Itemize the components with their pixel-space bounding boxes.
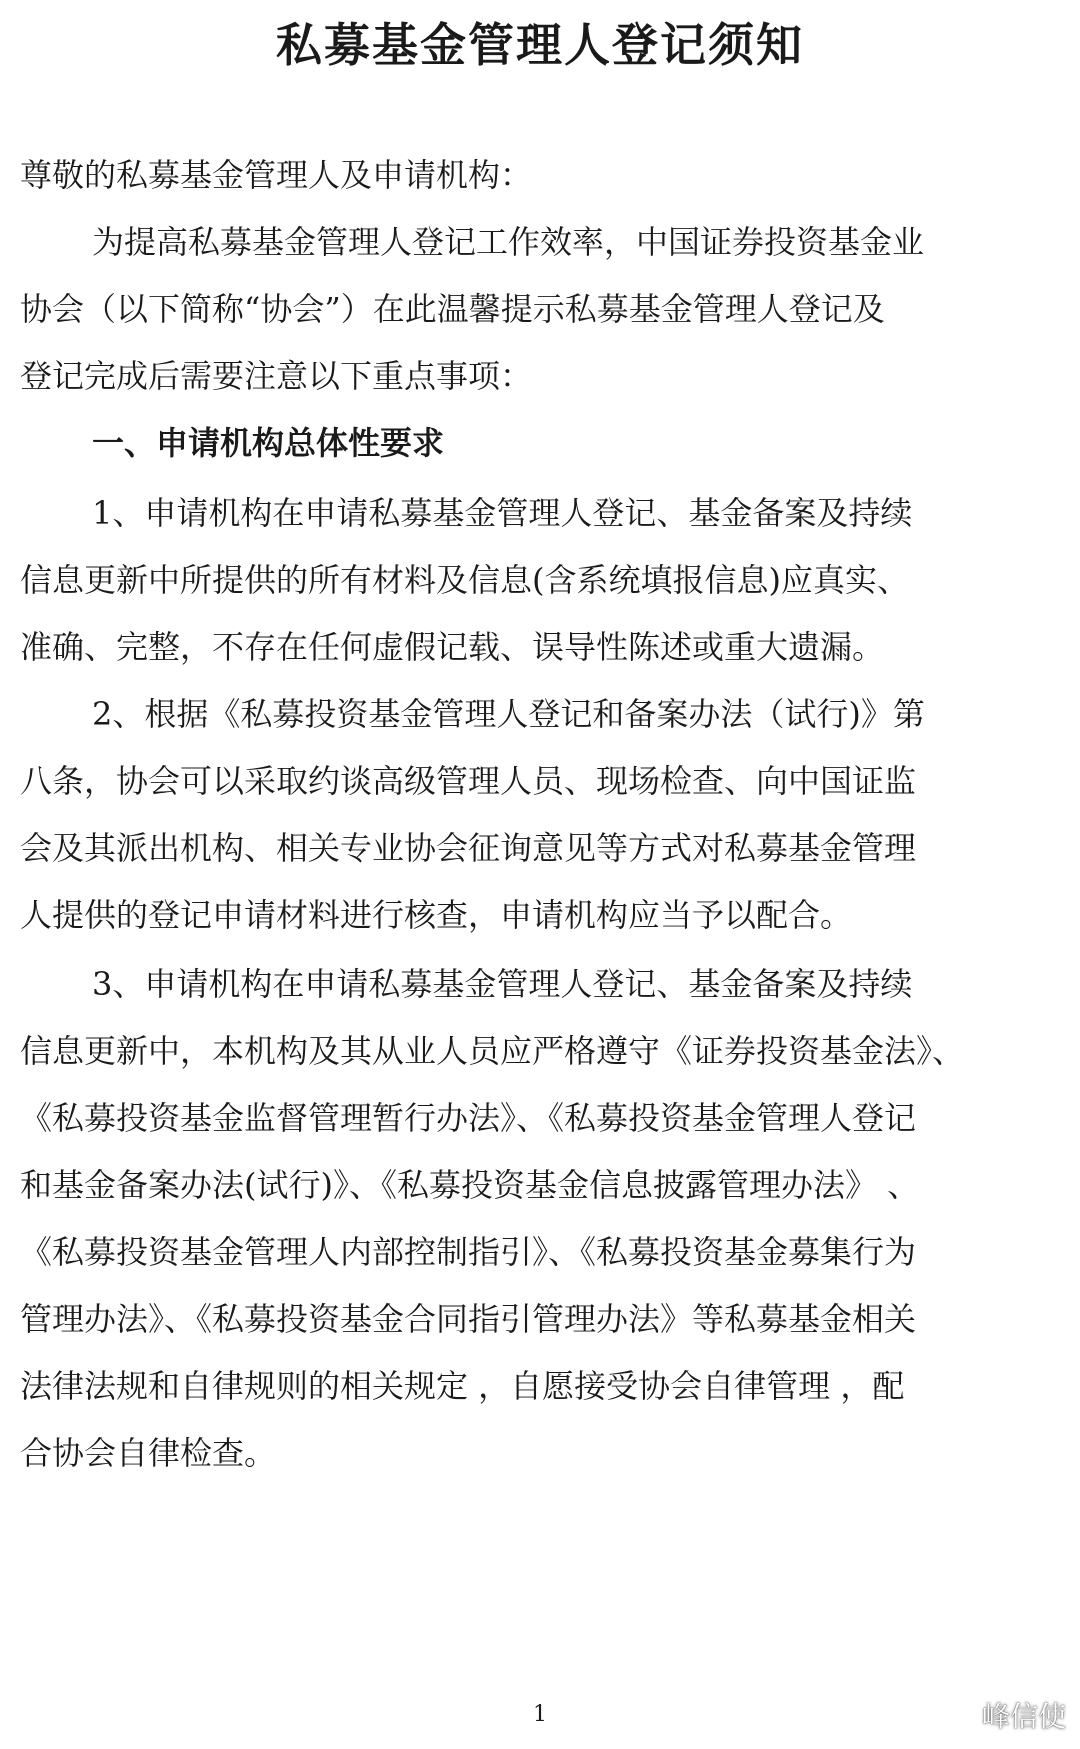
paragraph-line: 法律法规和自律规则的相关规定 ，自愿接受协会自律管理 ，配 (20, 1367, 905, 1405)
paragraph-line: 人提供的登记申请材料进行核查，申请机构应当予以配合。 (20, 896, 853, 934)
document-title: 私募基金管理人登记须知 (276, 18, 804, 72)
paragraph-line: 管理办法》、《私募投资基金合同指引管理办法》等私募基金相关 (20, 1300, 917, 1338)
watermark (934, 1695, 1066, 1735)
paragraph-line: 3、申请机构在申请私募基金管理人登记、基金备案及持续 (92, 965, 913, 1003)
paragraph-line: 1、申请机构在申请私募基金管理人登记、基金备案及持续 (92, 494, 913, 532)
paragraph-line: 《私募投资基金监督管理暂行办法》、《私募投资基金管理人登记 (20, 1099, 917, 1137)
paragraph-line: 登记完成后需要注意以下重点事项： (20, 357, 533, 395)
paragraph-line: 信息更新中所提供的所有材料及信息(含系统填报信息)应真实、 (20, 561, 909, 599)
section-heading: 一、申请机构总体性要求 (92, 424, 445, 462)
paragraph-line: 协会（以下简称“协会”）在此温馨提示私募基金管理人登记及 (20, 290, 885, 328)
paragraph-line: 信息更新中，本机构及其从业人员应严格遵守《证券投资基金法》、 (20, 1032, 965, 1070)
paragraph-line: 为提高私募基金管理人登记工作效率，中国证券投资基金业 (92, 223, 925, 261)
page-number: 1 (533, 1702, 547, 1727)
paragraph-line: 会及其派出机构、相关专业协会征询意见等方式对私募基金管理 (20, 829, 917, 867)
paragraph-line: 2、根据《私募投资基金管理人登记和备案办法（试行)》第 (92, 695, 925, 733)
paragraph-line: 八条，协会可以采取约谈高级管理人员、现场检查、向中国证监 (20, 762, 917, 800)
paragraph-line: 准确、完整，不存在任何虚假记载、误导性陈述或重大遗漏。 (20, 628, 885, 666)
paragraph-line: 合协会自律检查。 (20, 1434, 277, 1472)
salutation-line: 尊敬的私募基金管理人及申请机构： (20, 156, 533, 194)
paragraph-line: 《私募投资基金管理人内部控制指引》、《私募投资基金募集行为 (20, 1233, 917, 1271)
wechat-icon (934, 1698, 974, 1732)
paragraph-line: 和基金备案办法(试行)》、《私募投资基金信息披露管理办法》 、 (20, 1166, 920, 1204)
watermark-text: 峰信使 (981, 1700, 1066, 1733)
